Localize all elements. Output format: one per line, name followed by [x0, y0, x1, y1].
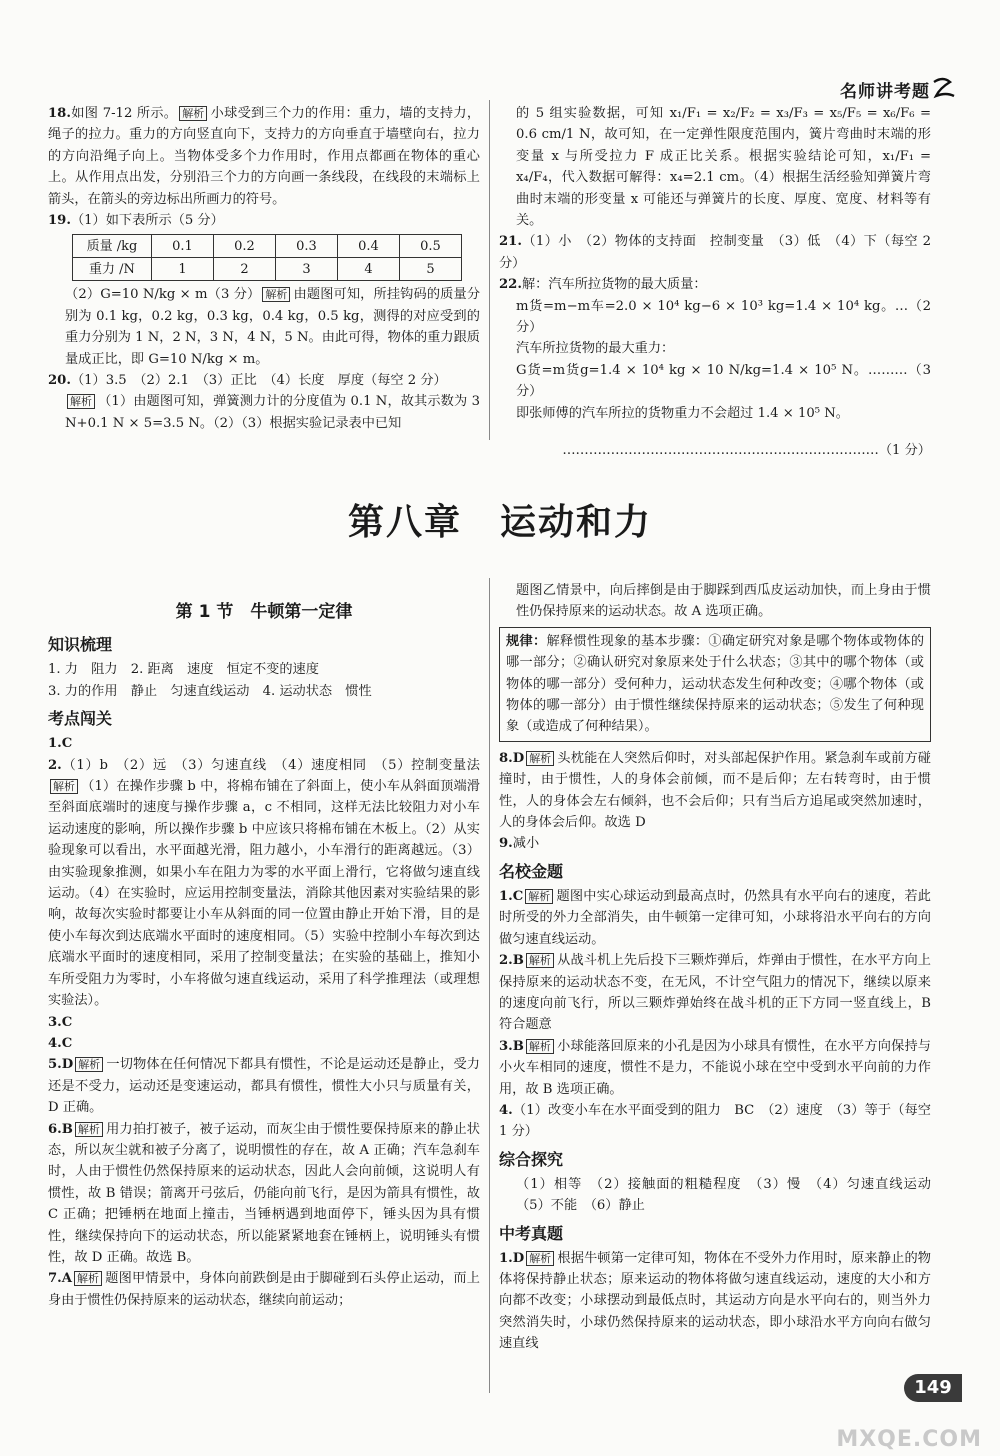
page-number: 149: [904, 1374, 962, 1402]
jiexi-tag: 解析: [526, 1039, 554, 1054]
jiexi-tag: 解析: [179, 106, 207, 121]
jiexi-tag: 解析: [75, 1122, 103, 1137]
zhishi-line: 3. 力的作用 静止 匀速直线运动 4. 运动状态 惯性: [48, 683, 372, 699]
chapter-title: 第八章 运动和力: [347, 502, 652, 543]
column-divider-bottom: [489, 578, 490, 1393]
mingxiao-4: 4.（1）改变小车在水平面受到的阻力 BC （2）速度 （3）等于（每空 1 分）: [499, 1102, 931, 1140]
mingxiao-3: 3.B 解析 小球能落回原来的小孔是因为小球具有惯性，在水平方向保持与小火车相同的速度，惯性不是力，不能说小球在空中受到水平向前的力作用，故 B 选项正确。: [499, 1038, 931, 1097]
jiexi-tag: 解析: [50, 779, 78, 794]
q22-line: m货=m−m车=2.0 × 10⁴ kg−6 × 10³ kg=1.4 × 10⁴ kg。…（2 分）: [516, 298, 931, 336]
jiexi-tag: 解析: [526, 953, 554, 968]
kaodian-6: 6.B 解析 用力拍打被子，被子运动，而灰尘由于惯性要保持原来的静止状态，所以灰尘就和被子分离了，说明惯性的存在，故 A 正确；汽车急刹车时，人由于惯性仍然保持原来的运动状态，因此人会向前倾，这说明人有惯性，故 B 错误；箭离开弓弦后，仍能向前飞行，是因为箭具有惯性，故 C 正确；把锤柄在地面上撞击，当锤柄遇到地面停下，锤头因为具有惯性，继续保持向下的运动状态，所以能紧紧地套在锤柄上，说明锤头有惯性，故 D 正确。故选 B。: [48, 1121, 480, 1265]
q22-line: 即张师傅的汽车所拉的货物重力不会超过 1.4 × 10⁵ N。: [516, 405, 849, 421]
kaodian-2: 2.（1）b （2）远 （3）匀速直线 （4）速度相同 （5）控制变量法解析 （1）在操作步骤 b 中，将棉布铺在了斜面上，使小车从斜面顶端滑至斜面底端时的速度与操作步骤 a，c 不相同，这样无法比较阻力对小车运动速度的影响，所以操作步骤 b 中应该只将棉布铺在木板上。（2）从实验现象可以看出，水平面越光滑，阻力越小，小车滑行的距离越远。（3）由实验现象推测，如果小车在阻力为零的水平面上滑行，它将做匀速直线运动。（4）在实验时，应运用控制变量法，消除其他因素对实验结果的影响，故每次实验时都要让小车从斜面的同一位置由静止开始下滑，目的是使小车每次到达底端水平面时的速度相同。（5）实验中控制小车每次到达底端水平面时的速度相同，采用了控制变量法；在实验的基础上，推知小车所受阻力为零时，小车将做匀速直线运动，采用了科学推理法（或理想实验法）。: [48, 757, 480, 1009]
jiexi-tag: 解析: [526, 1251, 554, 1266]
table-cell: 0.2: [214, 235, 276, 258]
section-title: 第 1 节 牛顿第一定律: [175, 602, 353, 622]
heading-zhongkao: 中考真题: [499, 1223, 564, 1243]
top-left-column: [48, 103, 480, 434]
table-cell: 0.1: [152, 235, 214, 258]
top-right-column: [499, 103, 931, 462]
q22-score-tail: ………………………………………………………………（1 分）: [562, 443, 931, 459]
jiexi-tag: 解析: [262, 287, 290, 302]
table-cell: 0.4: [338, 235, 400, 258]
table-cell: 1: [152, 258, 214, 281]
zhishi-line: 1. 力 阻力 2. 距离 速度 恒定不变的速度: [48, 662, 319, 678]
q19: 19.（1）如下表所示（5 分）: [48, 213, 224, 229]
kaodian-1: 1.C: [48, 736, 73, 752]
table-cell: 0.5: [400, 235, 462, 258]
kaodian-3: 3.C: [48, 1014, 73, 1030]
mingxiao-1: 1.C 解析 题图中实心球运动到最高点时，仍然具有水平向右的速度，若此时所受的外力全部消失，由牛顿第一定律可知，小球将沿水平向右的方向做匀速直线运动。: [499, 888, 931, 947]
rule-box: 规律：解释惯性现象的基本步骤：①确定研究对象是哪个物体或物体的哪一部分；②确认研究对象原来处于什么状态；③其中的哪个物体（或物体的哪一部分）受何种力，运动状态发生何种改变；④哪个物体（或物体的哪一部分）由于惯性继续保持原来的运动状态；⑤发生了何种现象（或造成了何种结果）。: [499, 627, 931, 742]
bottom-right-column: [499, 580, 945, 1355]
table-cell: 3: [276, 258, 338, 281]
q20-continued: 的 5 组实验数据，可知 x₁/F₁ = x₂/F₂ = x₃/F₃ = x₅/F₅ = x₆/F₆ = 0.6 cm/1 N，故可知，在一定弹性限度范围内，簧片弯曲时末端的形变量 x 与所受拉力 F 成正比关系。根据实验结论可知，x₁/F₁ = x₄/F₄，代入数据可解得：x₄=2.1 cm。（4）根据生活经验知弹簧片弯曲时末端的形变量 x 可能还与弹簧片的长度、厚度、宽度、材料等有关。: [516, 106, 931, 229]
kaodian-4: 4.C: [48, 1035, 73, 1051]
heading-zonghe: 综合探究: [499, 1149, 564, 1169]
q19-part2: （2）G=10 N/kg × m（3 分） 解析 由题图可知，所挂钩码的质量分别为 0.1 kg，0.2 kg，0.3 kg，0.4 kg，0.5 kg，测得的对应受到的重力分别为 1 N，2 N，3 N，4 N，5 N。由此可得，物体的重力跟质量成正比，即 G=10 N/kg × m。: [65, 287, 481, 367]
table-head-weight: 重力 /N: [73, 258, 152, 281]
zhongkao-1: 1.D 解析 根据牛顿第一定律可知，物体在不受外力作用时，原来静止的物体将保持静止状态；原来运动的物体将做匀速直线运动，速度的大小和方向都不改变；小球摆动到最低点时，其运动方向是水平向右的，则当外力突然消失时，小球仍然保持原来的运动状态，即小球沿水平方向向右做匀速直线: [499, 1250, 931, 1352]
q22: 22.解：汽车所拉货物的最大质量：: [499, 277, 707, 293]
bottom-left-column: [48, 580, 480, 1311]
mass-weight-table: [72, 234, 462, 281]
q18: 18.如图 7-12 所示。 解析 小球受到三个力的作用：重力，墙的支持力，绳子的拉力。重力的方向竖直向下，支持力的方向垂直于墙壁向右，拉力的方向沿绳子向上。当物体受多个力作用时，作用点都画在物体的重心上。从作用点出发，分别沿三个力的方向画一条线段，在线段的末端标上箭头，在箭头的旁边标出所画力的符号。: [48, 106, 481, 207]
kaodian-5: 5.D 解析 一切物体在任何情况下都具有惯性，不论是运动还是静止，受力还是不受力，运动还是变速运动，都具有惯性，惯性大小只与质量有关，D 正确。: [48, 1057, 480, 1116]
q7-continued: 题图乙情景中，向后摔倒是由于脚踩到西瓜皮运动加快，而上身由于惯性仍保持原来的运动状态。故 A 选项正确。: [516, 583, 931, 620]
jiexi-tag: 解析: [525, 889, 553, 904]
zonghe-answer: （1）相等 （2）接触面的粗糙程度 （3）慢 （4）匀速直线运动 （5）不能 （6）静止: [516, 1176, 945, 1214]
heading-mingxiao: 名校金题: [499, 861, 564, 881]
watermark: MXQE.COM: [836, 1426, 982, 1452]
table-cell: 0.3: [276, 235, 338, 258]
table-cell: 5: [400, 258, 462, 281]
heading-kaodian: 考点闯关: [48, 709, 113, 729]
kaodian-9: 9.减小: [499, 836, 540, 852]
jiexi-tag: 解析: [75, 1057, 103, 1072]
brand-logo-icon: [930, 74, 956, 102]
column-divider-top: [489, 100, 490, 440]
kaodian-7: 7.A 解析 题图甲情景中，身体向前跌倒是由于脚碰到石头停止运动，而上身由于惯性仍保持原来的运动状态，继续向前运动；: [48, 1271, 480, 1308]
table-head-mass: 质量 /kg: [73, 235, 152, 258]
q22-line: 汽车所拉货物的最大重力：: [516, 341, 675, 357]
brand-title: 名师讲考题: [840, 82, 930, 102]
q22-line: G货=m货g=1.4 × 10⁴ kg × 10 N/kg=1.4 × 10⁵ N。………（3 分）: [516, 362, 931, 400]
table-cell: 4: [338, 258, 400, 281]
jiexi-tag: 解析: [67, 394, 95, 409]
table-cell: 2: [214, 258, 276, 281]
jiexi-tag: 解析: [74, 1271, 102, 1286]
kaodian-8: 8.D 解析 头枕能在人突然后仰时，对头部起保护作用。紧急刹车或前方碰撞时，由于惯性，人的身体会前倾，而不是后仰；左右转弯时，由于惯性，人的身体会左右倾斜，也不会后仰；只有当后方追尾或突然加速时，人的身体会后仰。故选 D: [499, 750, 931, 831]
heading-zhishi: 知识梳理: [48, 635, 113, 655]
jiexi-tag: 解析: [526, 751, 554, 766]
mingxiao-2: 2.B 解析 从战斗机上先后投下三颗炸弹后，炸弹由于惯性，在水平方向上保持原来的运动状态不变，在无风，不计空气阻力的情况下，继续以原来的速度向前飞行，所以三颗炸弹始终在战斗机的正下方同一竖直线上，B 符合题意: [499, 953, 931, 1033]
q20: 20.（1）3.5 （2）2.1 （3）正比 （4）长度 厚度（每空 2 分）: [48, 373, 447, 389]
q21: 21.（1）小 （2）物体的支持面 控制变量 （3）低 （4）下（每空 2 分）: [499, 234, 931, 271]
q20-explain: 解析 （1）由题图可知，弹簧测力计的分度值为 0.1 N，故其示数为 3 N+0.1 N × 5=3.5 N。（2）（3）根据实验记录表中已知: [65, 394, 480, 431]
